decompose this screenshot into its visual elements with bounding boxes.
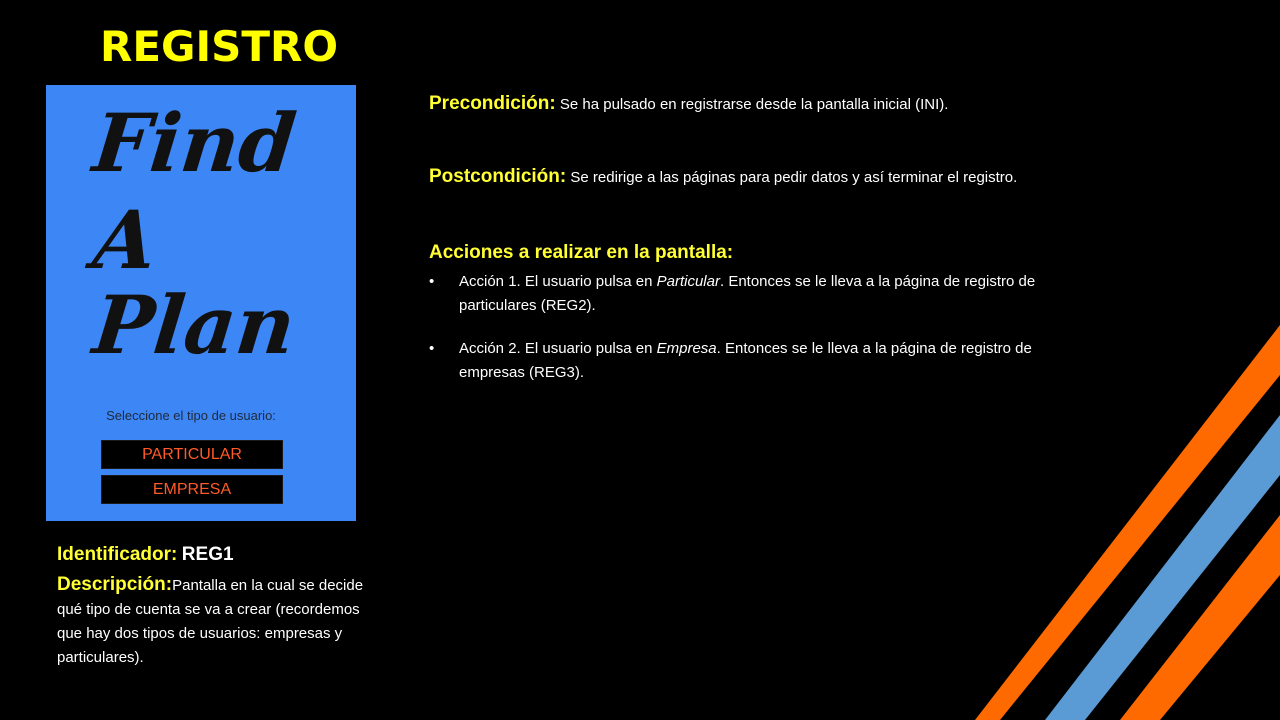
logo-line-find: Find: [89, 96, 301, 190]
accion-suffix: . Entonces se le lleva a la página de registro de particulares (REG2).: [459, 273, 1036, 314]
bullet-icon: •: [429, 273, 435, 290]
postcondicion-label: Postcondición:: [429, 166, 567, 187]
logo-line-plan: Plan: [89, 278, 300, 372]
accion-prefix: Acción 1. El usuario pulsa en: [459, 273, 657, 290]
precondicion-label: Precondición:: [429, 93, 556, 114]
precondicion-text: Se ha pulsado en registrarse desde la pantalla inicial (INI).: [559, 96, 949, 113]
postcondicion-text: Se redirige a las páginas para pedir datos y así terminar el registro.: [570, 169, 1018, 186]
logo-line-a: A: [89, 193, 162, 287]
slide-title: REGISTRO: [100, 22, 339, 71]
accion-suffix: . Entonces se le lleva a la página de registro de empresas (REG3).: [459, 340, 1032, 381]
particular-button[interactable]: PARTICULAR: [101, 440, 283, 469]
accion-prefix: Acción 2. El usuario pulsa en: [459, 340, 657, 357]
descripcion-text: Pantalla en la cual se decide qué tipo de cuenta se va a crear (recordemos que hay dos tipos de usuarios: empresas y particulares).: [57, 577, 364, 666]
identificador-value: REG1: [181, 544, 234, 565]
acciones-label: Acciones a realizar en la pantalla:: [429, 242, 734, 263]
user-type-label: Seleccione el tipo de usuario:: [106, 408, 276, 423]
empresa-button[interactable]: EMPRESA: [101, 475, 283, 504]
identificador-label: Identificador:: [57, 544, 178, 565]
accion-emph: Empresa: [656, 340, 717, 357]
descripcion-label: Descripción:: [57, 574, 173, 595]
accion-emph: Particular: [656, 273, 720, 290]
bullet-icon: •: [429, 340, 435, 357]
